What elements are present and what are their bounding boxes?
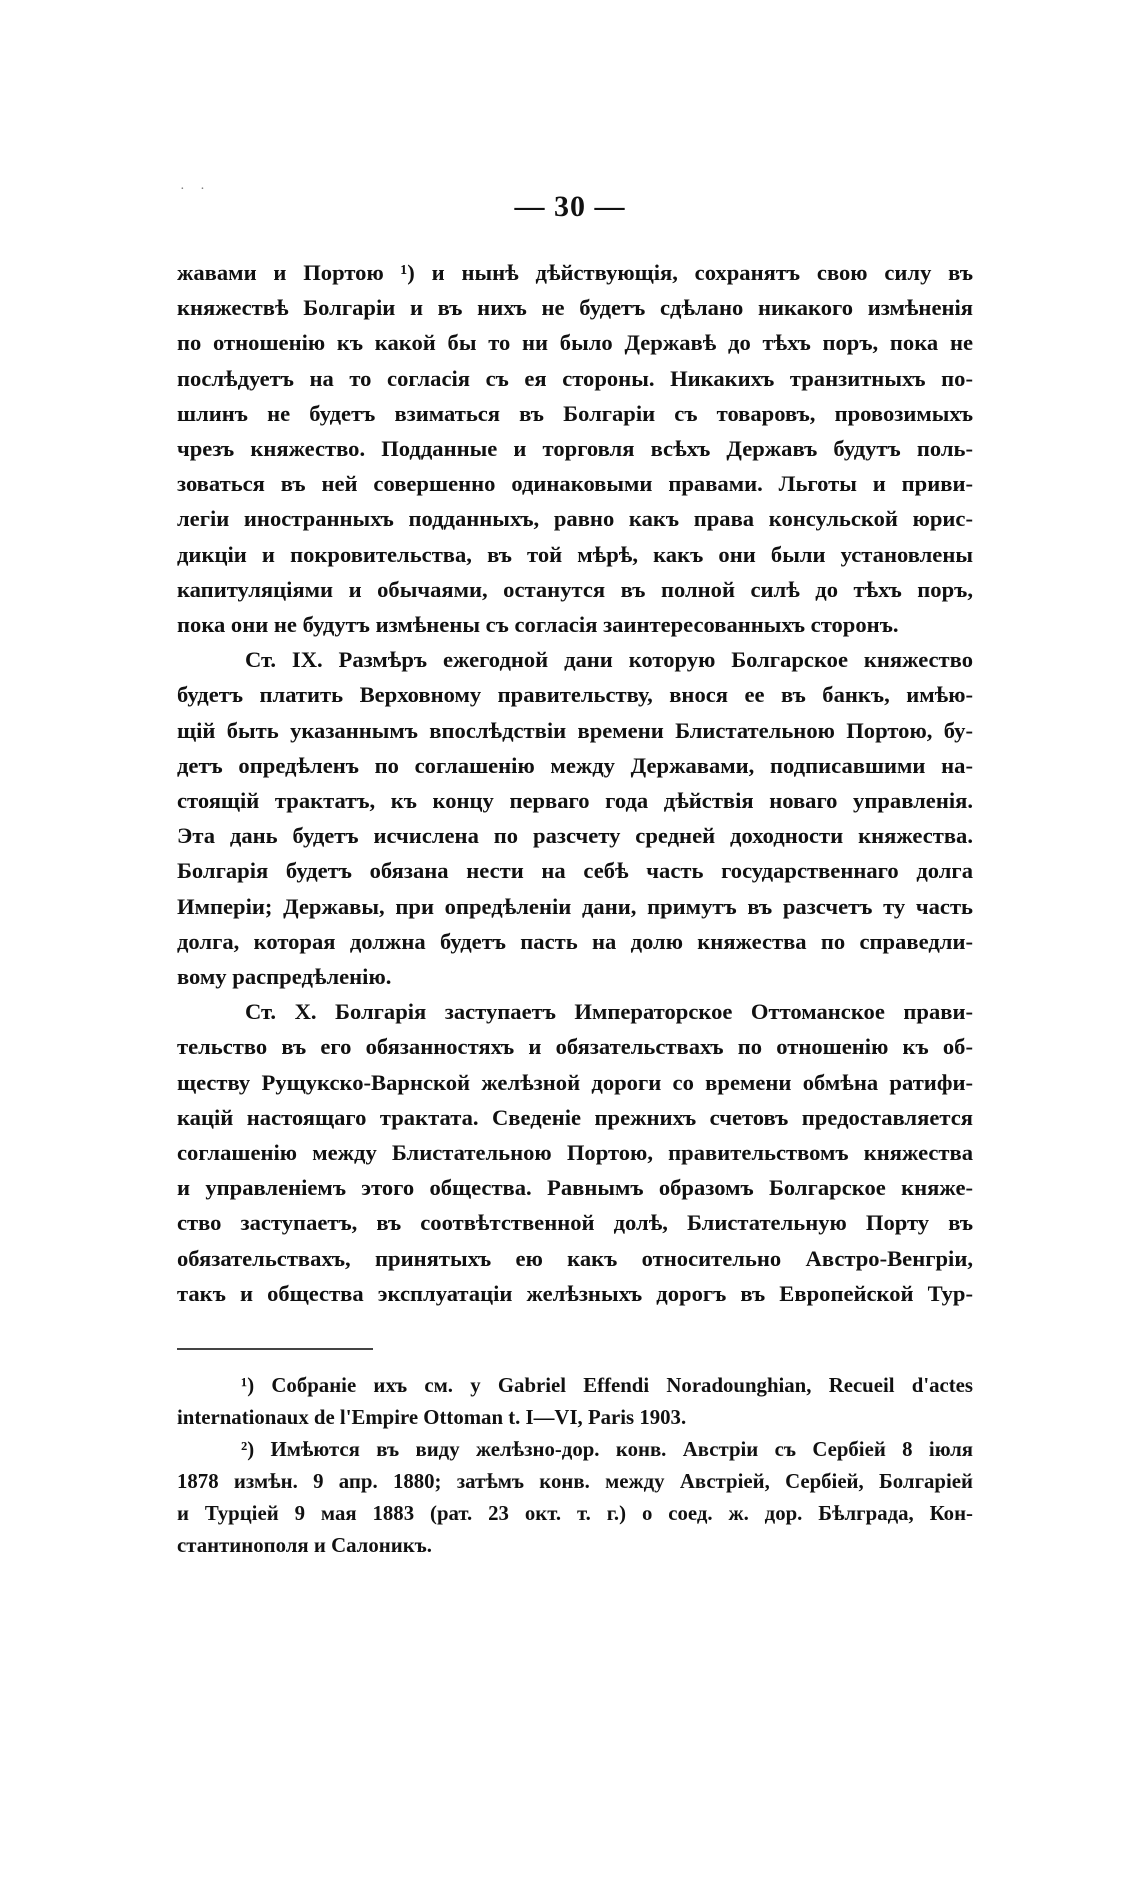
text-line: такъ и общества эксплуатаціи желѣзныхъ дорогъ въ Европейской Тур- bbox=[177, 1280, 973, 1306]
page-speck-marks: · · bbox=[180, 182, 211, 197]
text-line: жавами и Портою ¹) и нынѣ дѣйствующія, сохранятъ свою силу въ bbox=[177, 260, 973, 285]
text-line: пока они не будутъ измѣнены съ согласія заинтересованныхъ сторонъ. bbox=[177, 612, 899, 638]
page-number: — 30 — bbox=[514, 190, 626, 223]
main-text bbox=[177, 255, 973, 1311]
text-line: обязательствахъ, принятыхъ ею какъ относительно Австро-Венгріи, bbox=[177, 1245, 973, 1271]
text-line: чрезъ княжество. Подданные и торговля всѣхъ Державъ будутъ поль- bbox=[177, 436, 973, 462]
text-line: детъ опредѣленъ по соглашенію между Державами, подписавшими на- bbox=[177, 752, 973, 778]
text-line: соглашенію между Блистательною Портою, правительствомъ княжества bbox=[177, 1140, 973, 1166]
text-line: послѣдуетъ на то согласія съ ея стороны. Никакихъ транзитныхъ по- bbox=[177, 365, 973, 391]
footnote-line: ¹) Собраніе ихъ см. у Gabriel Effendi Noradounghian, Recueil d'actes bbox=[241, 1374, 973, 1397]
footnote-line: и Турціей 9 мая 1883 (рат. 23 окт. т. г.) о соед. ж. дор. Бѣлграда, Кон- bbox=[177, 1502, 973, 1525]
text-line: дикціи и покровительства, въ той мѣрѣ, какъ они были установлены bbox=[177, 541, 973, 567]
text-line: долга, которая должна будетъ пасть на долю княжества по справедли- bbox=[177, 928, 973, 954]
footnote-line: ²) Имѣются въ виду желѣзно-дор. конв. Австріи съ Сербіей 8 іюля bbox=[241, 1438, 973, 1461]
text-line: ществу Рущукско-Варнской желѣзной дороги со времени обмѣна ратифи- bbox=[177, 1069, 973, 1095]
text-line: княжествѣ Болгаріи и въ нихъ не будетъ сдѣлано никакого измѣненія bbox=[177, 295, 973, 321]
text-line: ство заступаетъ, въ соотвѣтственной долѣ, Блистательную Порту въ bbox=[177, 1210, 973, 1236]
text-line: шлинъ не будетъ взиматься въ Болгаріи съ товаровъ, провозимыхъ bbox=[177, 400, 973, 426]
text-line: будетъ платить Верховному правительству, внося ее въ банкъ, имѣю- bbox=[177, 682, 973, 708]
footnote-line: internationaux de l'Empire Ottoman t. I—VI, Paris 1903. bbox=[177, 1406, 687, 1429]
text-line: кацій настоящаго трактата. Сведеніе прежнихъ счетовъ предоставляется bbox=[177, 1104, 973, 1130]
text-line: тельство въ его обязанностяхъ и обязательствахъ по отношенію къ об- bbox=[177, 1034, 973, 1060]
text-line: по отношенію къ какой бы то ни было Державѣ до тѣхъ поръ, пока не bbox=[177, 330, 973, 356]
text-line: вому распредѣленію. bbox=[177, 964, 392, 990]
text-line: Болгарія будетъ обязана нести на себѣ часть государственнаго долга bbox=[177, 858, 973, 884]
article-x-heading-line: Ст. X. Болгарія заступаетъ Императорское Оттоманское прави- bbox=[245, 999, 973, 1025]
text-line: и управленіемъ этого общества. Равнымъ образомъ Болгарское княже- bbox=[177, 1175, 973, 1201]
text-line: стоящій трактатъ, къ концу перваго года дѣйствія новаго управленія. bbox=[177, 788, 973, 814]
text-line: Эта дань будетъ исчислена по разсчету средней доходности княжества. bbox=[177, 823, 973, 849]
text-line: капитуляціями и обычаями, останутся въ полной силѣ до тѣхъ поръ, bbox=[177, 576, 973, 602]
text-line: легіи иностранныхъ подданныхъ, равно какъ права консульской юрис- bbox=[177, 506, 973, 532]
footnote-divider bbox=[177, 1348, 373, 1350]
text-line: зоваться въ ней совершенно одинаковыми правами. Льготы и приви- bbox=[177, 471, 973, 497]
footnotes bbox=[177, 1370, 973, 1562]
footnote-line: стантинополя и Салоникъ. bbox=[177, 1534, 433, 1557]
text-line: Имперіи; Державы, при опредѣленіи дани, примутъ въ разсчетъ ту часть bbox=[177, 893, 973, 919]
footnote-line: 1878 измѣн. 9 апр. 1880; затѣмъ конв. между Австріей, Сербіей, Болгаріей bbox=[177, 1470, 973, 1493]
text-line: щій быть указаннымъ впослѣдствіи времени Блистательною Портою, бу- bbox=[177, 717, 973, 743]
article-ix-heading-line: Ст. IX. Размѣръ ежегодной дани которую Болгарское княжество bbox=[245, 647, 973, 673]
